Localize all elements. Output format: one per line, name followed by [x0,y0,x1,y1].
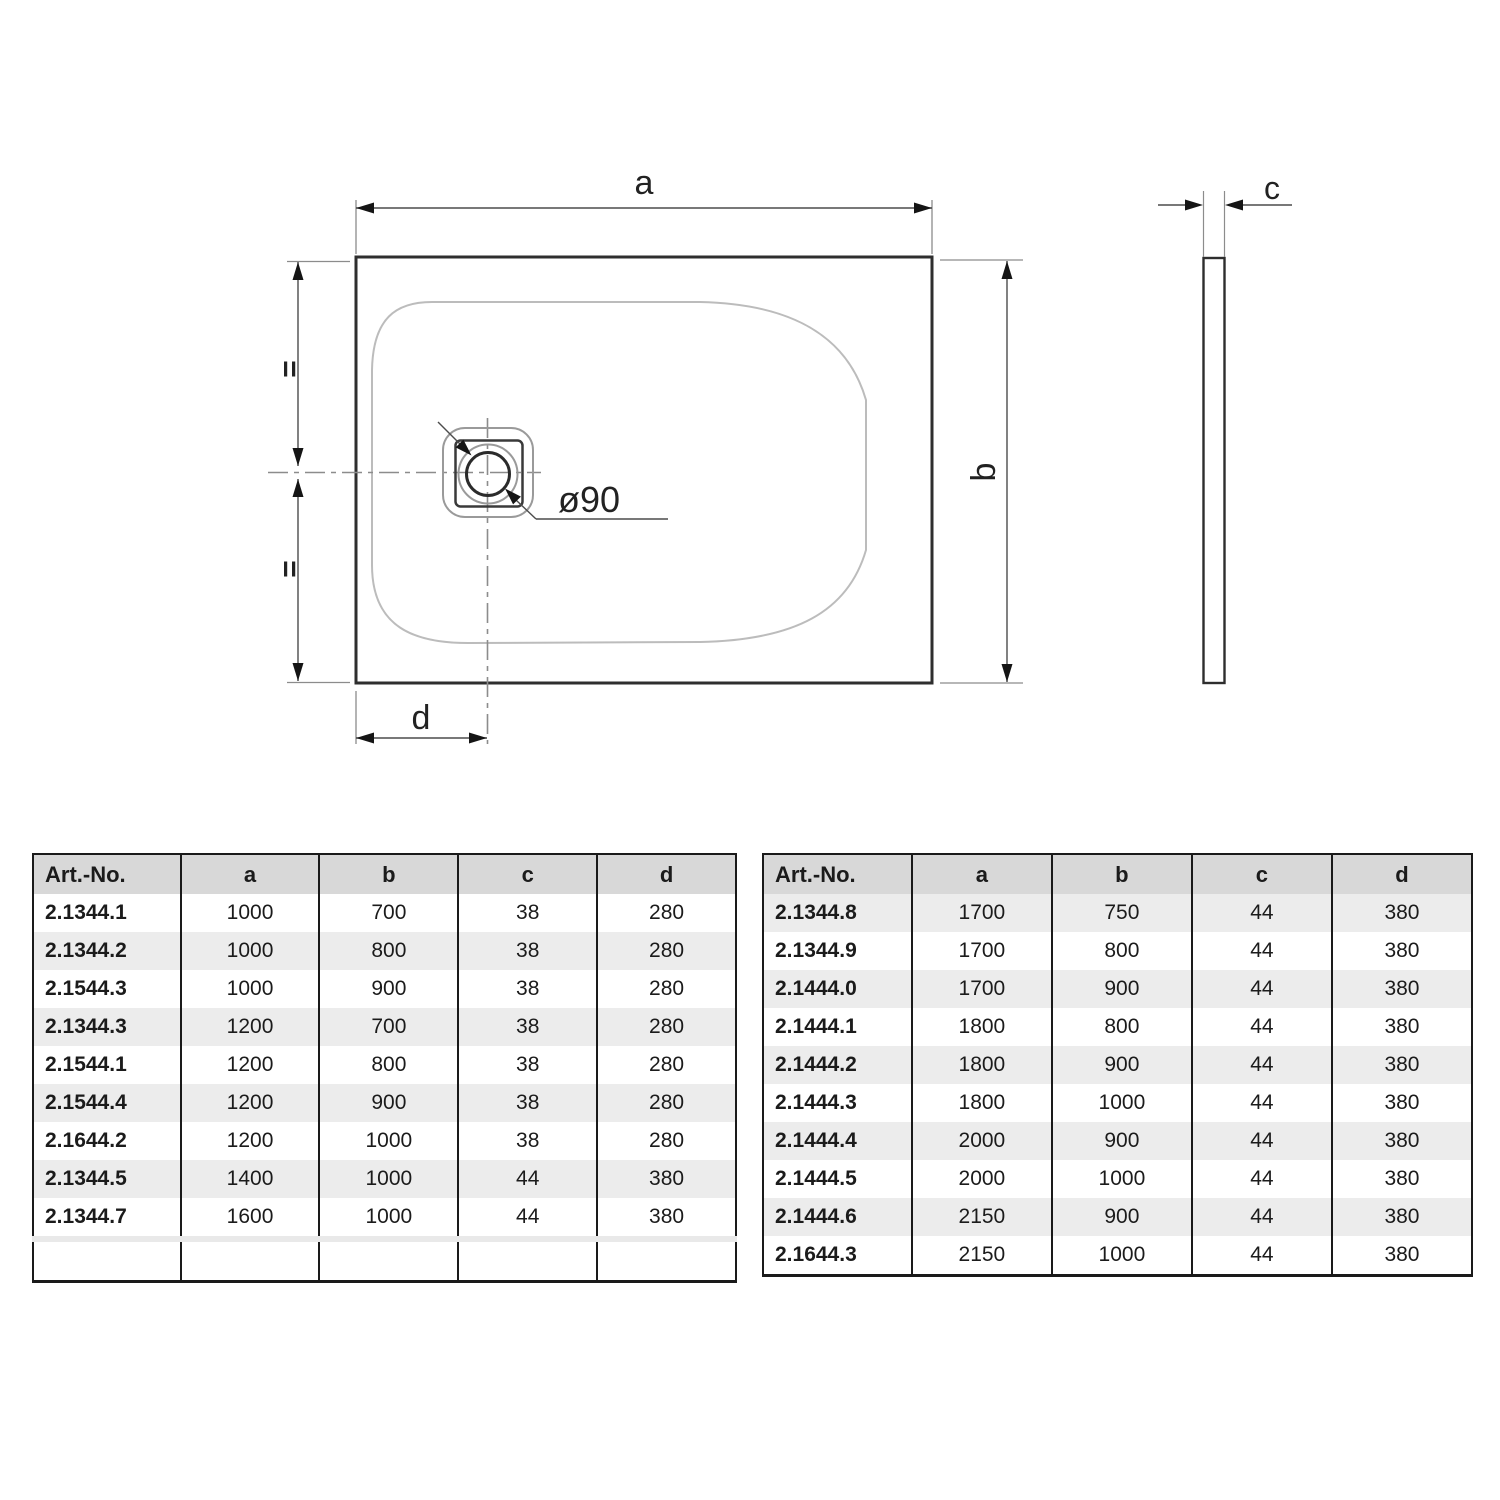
cell-b: 1000 [1052,1236,1192,1276]
table-row [763,1084,1472,1122]
cell-a: 1200 [181,1084,320,1122]
cell-d: 280 [597,1122,736,1160]
table-row [763,1236,1472,1276]
cell-artno: 2.1344.1 [45,901,127,924]
cell-b: 900 [319,970,458,1008]
cell-c: 44 [1192,1236,1332,1276]
cell-c: 44 [1192,1008,1332,1046]
cell-artno: 2.1344.3 [45,1015,127,1038]
cell-artno: 2.1444.0 [775,977,857,1000]
cell-b: 800 [1052,932,1192,970]
column-header-c: c [1192,854,1332,894]
cell-b: 1000 [1052,1160,1192,1198]
cell-c: 38 [458,894,597,932]
cell-artno: 2.1644.2 [45,1129,127,1152]
column-header-c: c [458,854,597,894]
table-row [763,1122,1472,1160]
dimension-b-label: b [964,462,1003,482]
table-header-row [33,854,736,894]
cell-artno: 2.1544.3 [45,977,127,1000]
cell-b: 700 [319,1008,458,1046]
cell-a: 1000 [181,894,320,932]
cell-a: 1000 [181,932,320,970]
cell-d: 380 [1332,1198,1472,1236]
cell-c: 44 [1192,894,1332,932]
cell-b: 900 [1052,1198,1192,1236]
table-row [763,1008,1472,1046]
cell-artno: 2.1344.7 [45,1205,127,1228]
table-row [763,1160,1472,1198]
cell-c: 38 [458,970,597,1008]
cell-d: 380 [1332,1236,1472,1276]
cell-b: 900 [1052,1122,1192,1160]
cell-c: 44 [1192,1160,1332,1198]
cell-d: 380 [1332,1084,1472,1122]
cell-b: 1000 [1052,1084,1192,1122]
cell-c: 38 [458,1084,597,1122]
cell-a: 1700 [912,894,1052,932]
cell-d: 380 [1332,932,1472,970]
cell-b: 900 [1052,970,1192,1008]
dimension-c-label: c [1264,170,1280,206]
table-row [33,1084,736,1122]
table-row [763,1046,1472,1084]
cell-c: 44 [1192,1122,1332,1160]
cell-d: 280 [597,1084,736,1122]
table-row [763,1198,1472,1236]
spec-table-left [32,853,737,1283]
cell-artno: 2.1544.1 [45,1053,127,1076]
cell-artno: 2.1444.1 [775,1015,857,1038]
dimension-a [356,164,932,254]
cell-b: 1000 [319,1160,458,1198]
cell-a: 1200 [181,1046,320,1084]
cell-b: 750 [1052,894,1192,932]
cell-d: 380 [1332,1046,1472,1084]
cell-d: 280 [597,894,736,932]
cell-d: 380 [1332,970,1472,1008]
column-header-d: d [597,854,736,894]
table-row [33,1239,736,1282]
table-row [33,932,736,970]
cell-a: 1400 [181,1160,320,1198]
cell-d: 280 [597,932,736,970]
cell-artno: 2.1444.2 [775,1053,857,1076]
cell-b: 1000 [319,1122,458,1160]
table-row [33,1122,736,1160]
cell-a: 1000 [181,970,320,1008]
equal-mark-top: = [273,360,307,378]
cell-b [319,1239,458,1282]
cell-artno: 2.1344.2 [45,939,127,962]
cell-d: 380 [1332,1122,1472,1160]
cell-d: 280 [597,970,736,1008]
cell-b: 800 [319,932,458,970]
cell-artno: 2.1544.4 [45,1091,127,1114]
cell-a: 1700 [912,970,1052,1008]
cell-d: 280 [597,1008,736,1046]
spec-table-right [762,853,1473,1277]
cell-b: 900 [1052,1046,1192,1084]
table-header-row [763,854,1472,894]
table-row [33,1198,736,1239]
cell-a: 2150 [912,1198,1052,1236]
cell-b: 800 [319,1046,458,1084]
cell-d: 280 [597,1046,736,1084]
equal-mark-bottom: = [273,560,307,578]
cell-a: 1800 [912,1046,1052,1084]
cell-c: 38 [458,1008,597,1046]
cell-a: 2150 [912,1236,1052,1276]
cell-d: 380 [597,1160,736,1198]
cell-artno: 2.1444.5 [775,1167,857,1190]
cell-artno [33,1239,181,1282]
cell-a: 1200 [181,1008,320,1046]
cell-b: 900 [319,1084,458,1122]
column-header-a: a [912,854,1052,894]
table-row [33,1008,736,1046]
table-row [33,1160,736,1198]
cell-a: 1800 [912,1008,1052,1046]
cell-artno: 2.1444.6 [775,1205,857,1228]
cell-d [597,1239,736,1282]
cell-d: 380 [597,1198,736,1239]
table-row [763,894,1472,932]
cell-a: 1200 [181,1122,320,1160]
table-row [33,970,736,1008]
cell-c: 44 [1192,1084,1332,1122]
cell-c: 38 [458,932,597,970]
cell-c: 38 [458,1122,597,1160]
cell-d: 380 [1332,1008,1472,1046]
cell-artno: 2.1344.8 [775,901,857,924]
column-header-b: b [1052,854,1192,894]
cell-c: 44 [1192,932,1332,970]
column-header-b: b [319,854,458,894]
cell-a: 1600 [181,1198,320,1239]
cell-a: 2000 [912,1160,1052,1198]
cell-c: 38 [458,1046,597,1084]
cell-a: 1700 [912,932,1052,970]
cell-b: 800 [1052,1008,1192,1046]
cell-c [458,1239,597,1282]
drain-diameter-label: ø90 [558,479,621,520]
column-header-a: a [181,854,320,894]
table-row [33,1046,736,1084]
cell-artno: 2.1344.9 [775,939,857,962]
cell-b: 1000 [319,1198,458,1239]
cell-artno: 2.1444.3 [775,1091,857,1114]
dimension-d-label: d [411,699,431,737]
cell-d: 380 [1332,1160,1472,1198]
cell-a: 1800 [912,1084,1052,1122]
cell-artno: 2.1344.5 [45,1167,127,1190]
cell-artno: 2.1444.4 [775,1129,857,1152]
column-header-artno: Art.-No. [763,854,912,894]
table-row [763,970,1472,1008]
table-row [763,932,1472,970]
dimension-a-label: a [634,164,654,202]
column-header-artno: Art.-No. [33,854,181,894]
cell-b: 700 [319,894,458,932]
dimension-b [940,260,1023,683]
cell-c: 44 [1192,1198,1332,1236]
table-row [33,894,736,932]
tray-side-view [1204,258,1225,683]
column-header-d: d [1332,854,1472,894]
cell-c: 44 [458,1160,597,1198]
cell-c: 44 [458,1198,597,1239]
dimension-d [356,691,487,744]
cell-c: 44 [1192,1046,1332,1084]
cell-a: 2000 [912,1122,1052,1160]
cell-c: 44 [1192,970,1332,1008]
dimension-c [1158,170,1292,257]
cell-a [181,1239,320,1282]
cell-d: 380 [1332,894,1472,932]
cell-artno: 2.1644.3 [775,1243,857,1266]
